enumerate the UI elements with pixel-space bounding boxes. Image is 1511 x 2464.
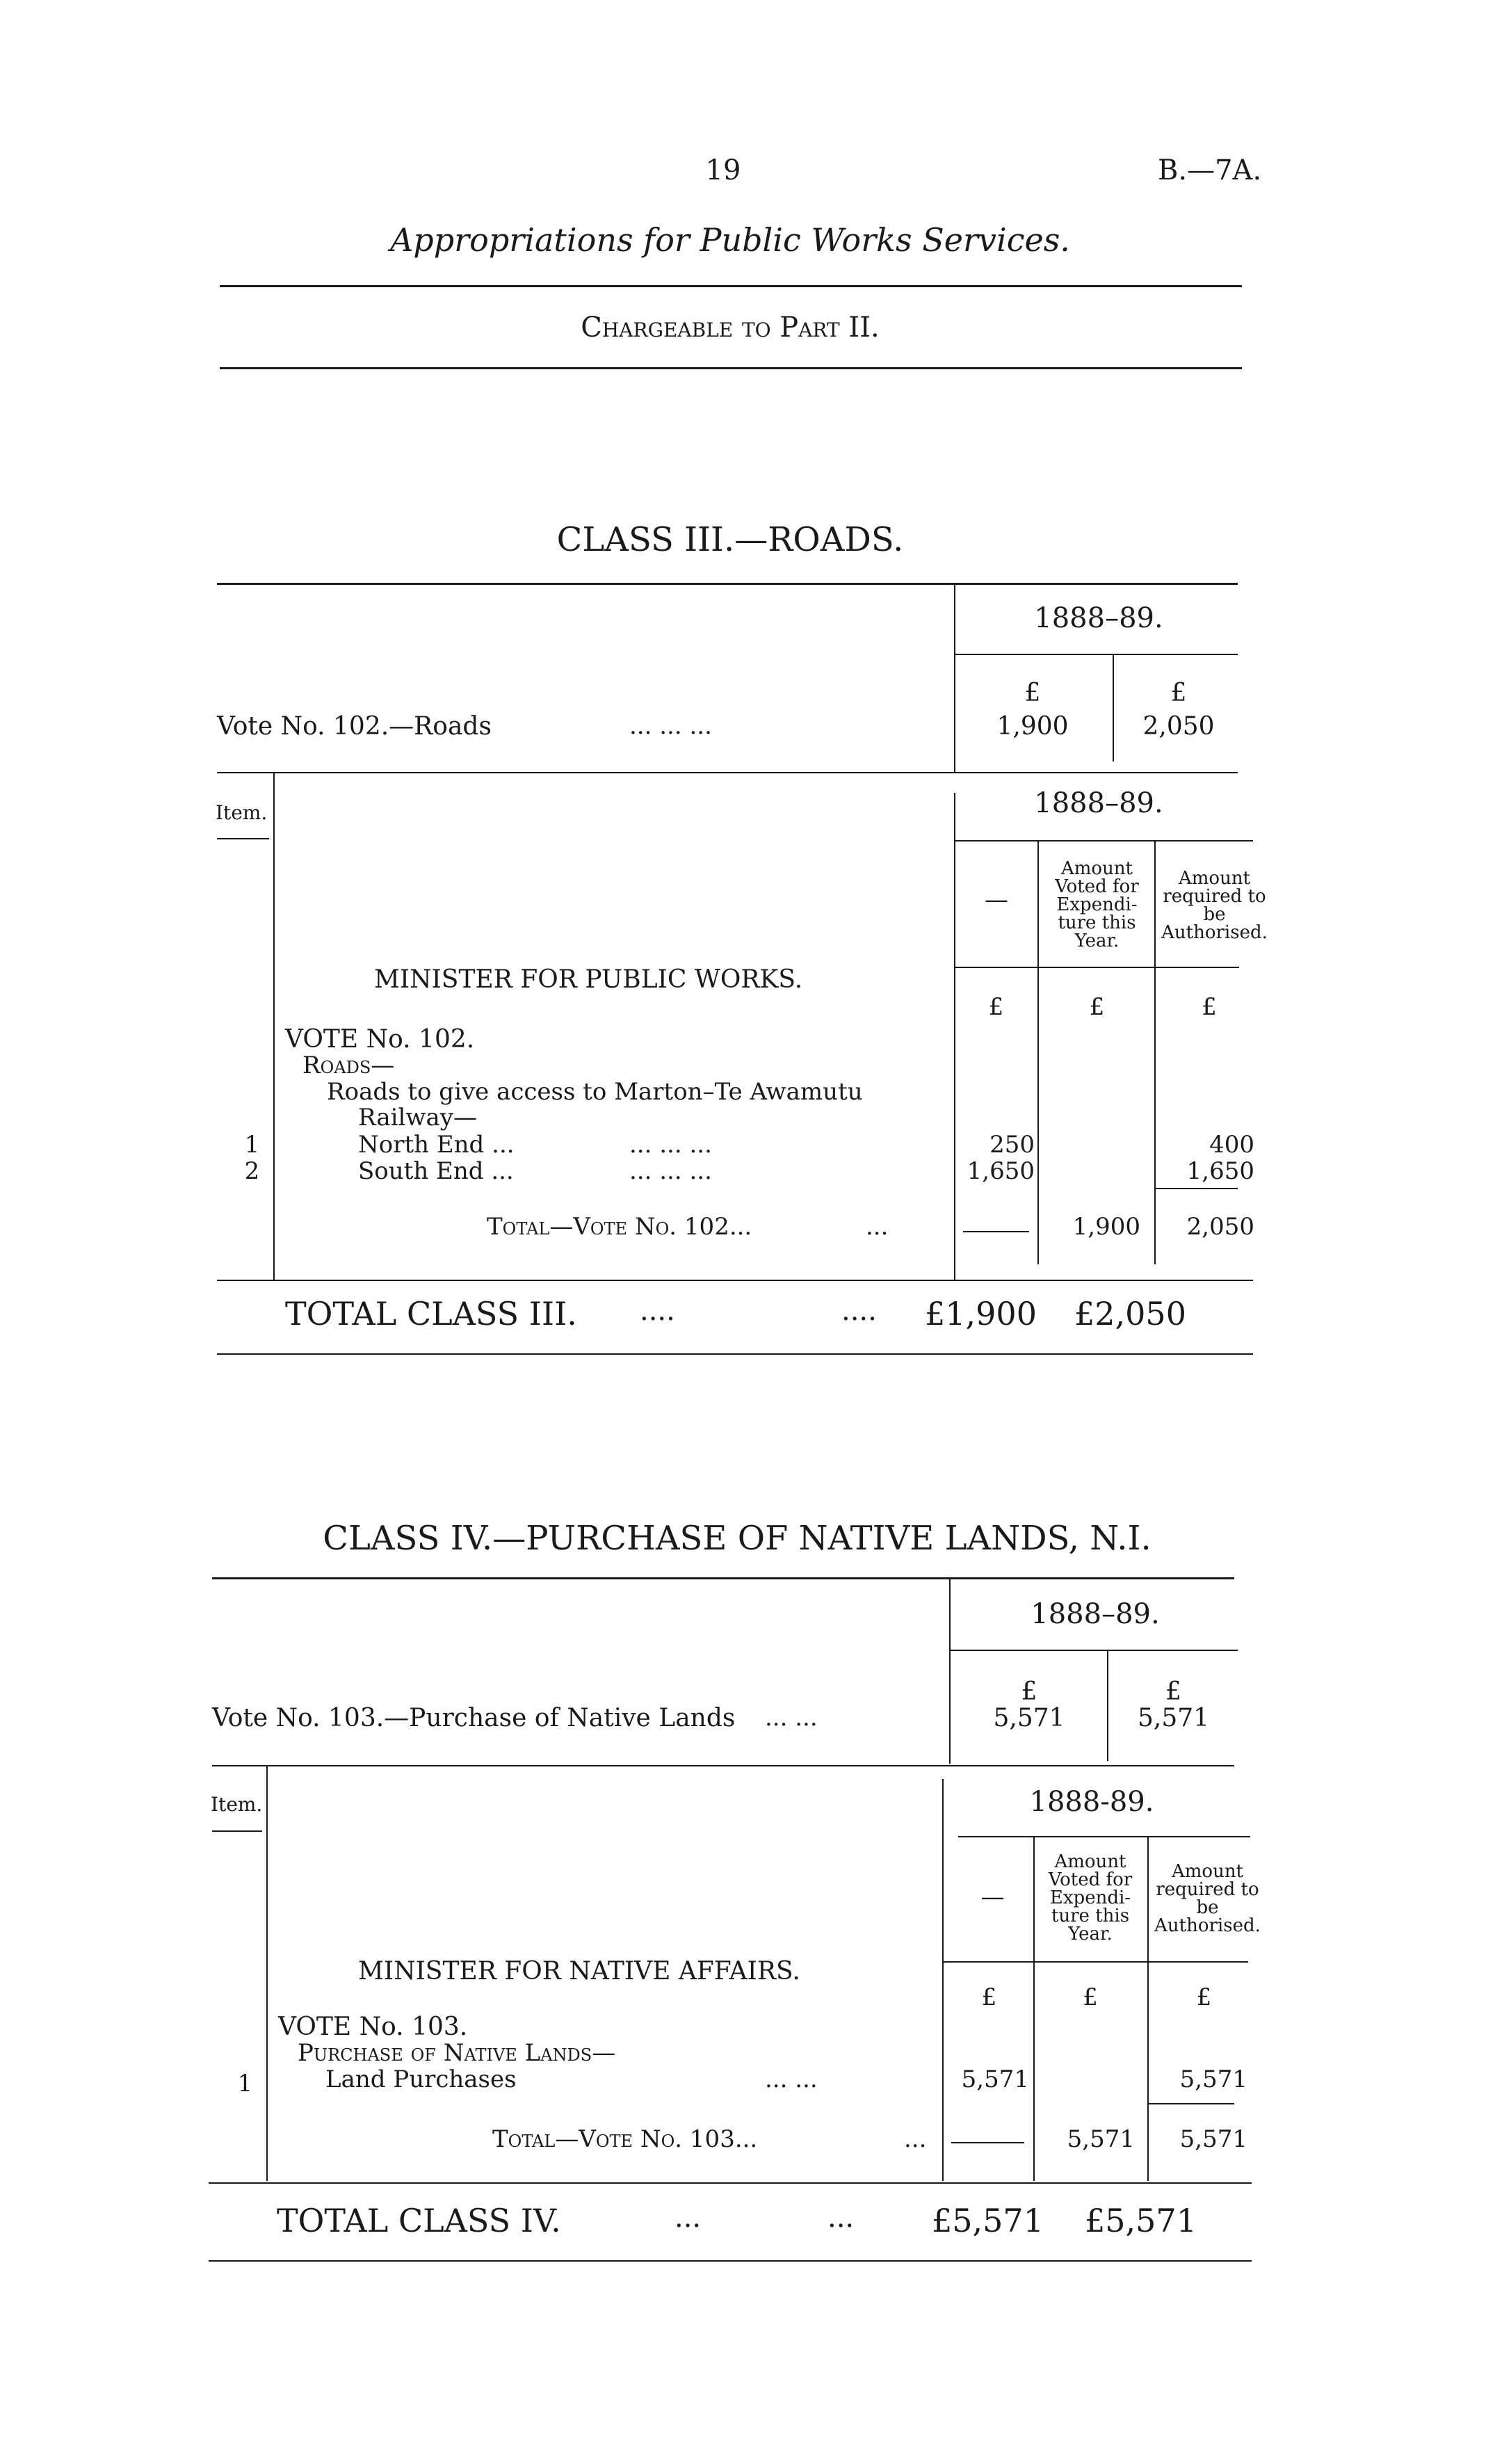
divider: [958, 1836, 1250, 1837]
divider: [949, 1650, 1238, 1651]
vote-amount-2: 2,050: [1142, 712, 1215, 741]
pound-symbol: £: [1083, 1983, 1098, 2011]
divider: [954, 583, 955, 772]
pound-symbol: £: [988, 993, 1004, 1021]
year-header: 1888-89.: [1029, 1786, 1154, 1818]
leader-dots: ...: [904, 2125, 927, 2153]
item-label: North End ...: [358, 1131, 515, 1159]
divider: [217, 772, 1238, 773]
amount-cell: 400: [1209, 1131, 1254, 1159]
item-label: South End ...: [358, 1157, 514, 1185]
vote-line: Vote No. 102.—Roads: [217, 712, 492, 741]
total-vote-amount: 5,571: [1179, 2125, 1247, 2153]
divider: [1107, 1650, 1108, 1761]
amount-cell: 5,571: [961, 2066, 1029, 2093]
paper-code: B.—7A.: [1158, 154, 1262, 186]
amount-cell: 5,571: [1179, 2066, 1247, 2093]
required-column-header: Amount required to be Authorised.: [1161, 868, 1268, 943]
subsection-label: Railway—: [358, 1104, 477, 1132]
leader-dots: ... ... ...: [629, 1131, 712, 1159]
year-header: 1888–89.: [1034, 602, 1163, 634]
class-total-label: TOTAL CLASS IV.: [277, 2202, 561, 2239]
section-title: CLASS IV.—PURCHASE OF NATIVE LANDS, N.I.: [323, 1519, 1152, 1558]
divider: [1154, 840, 1156, 1264]
page-subtitle: Chargeable to Part II.: [581, 312, 880, 344]
divider: [1154, 1188, 1238, 1189]
pound-symbol: £: [1024, 679, 1041, 707]
divider: [942, 1779, 944, 2181]
vote-number: VOTE No. 103.: [278, 2013, 468, 2041]
total-vote-label: Total—Vote No. 103...: [492, 2125, 758, 2153]
divider: [949, 1577, 951, 1764]
divider: [954, 654, 1238, 655]
divider: [212, 1577, 1234, 1579]
amount-cell: 250: [989, 1131, 1035, 1159]
amount-cell: 1,650: [967, 1157, 1035, 1185]
class-total-amount-1: £5,571: [932, 2202, 1044, 2239]
pound-symbol: £: [1202, 993, 1217, 1021]
pound-symbol: £: [981, 1983, 997, 2011]
amount-cell: 1,650: [1186, 1157, 1254, 1185]
divider: [954, 840, 1253, 842]
class-total-amount-1: £1,900: [925, 1295, 1037, 1332]
voted-column-header: Amount Voted for Expendi-ture this Year.: [1048, 1851, 1133, 1944]
dash-column-header: —: [980, 1883, 1005, 1911]
leader-dots: ....: [640, 1295, 675, 1327]
total-vote-amount: 2,050: [1186, 1213, 1254, 1241]
divider: [1113, 654, 1114, 762]
divider: [217, 1280, 1253, 1281]
class-total-amount-2: £2,050: [1074, 1295, 1186, 1332]
vote-amount-2: 5,571: [1137, 1704, 1210, 1732]
pound-symbol: £: [1165, 1677, 1181, 1706]
divider: [217, 583, 1238, 585]
divider: [217, 1353, 1253, 1355]
section-label: Roads—: [302, 1052, 395, 1079]
required-column-header: Amount required to be Authorised.: [1154, 1861, 1261, 1936]
page-number: 19: [705, 154, 741, 186]
divider: [212, 1765, 1234, 1766]
dash-column-header: —: [985, 886, 1008, 914]
total-vote-amount: 1,900: [1072, 1213, 1140, 1241]
divider: [963, 1231, 1029, 1232]
year-header: 1888–89.: [1034, 787, 1163, 819]
item-header: Item.: [216, 801, 268, 824]
item-number: 2: [244, 1157, 260, 1185]
divider: [1033, 1836, 1035, 2181]
minister-heading: MINISTER FOR PUBLIC WORKS.: [374, 965, 803, 994]
leader-dots: ...: [674, 2202, 702, 2234]
leader-dots: ....: [841, 1295, 877, 1327]
leader-dots: ... ...: [765, 2066, 818, 2093]
class-total-label: TOTAL CLASS III.: [285, 1295, 577, 1332]
minister-heading: MINISTER FOR NATIVE AFFAIRS.: [358, 1957, 800, 1986]
item-number: 1: [244, 1131, 260, 1159]
item-label: Land Purchases: [325, 2066, 517, 2093]
section-label: Purchase of Native Lands—: [298, 2039, 616, 2067]
divider: [212, 1830, 262, 1832]
total-vote-label: Total—Vote No. 102...: [487, 1213, 752, 1241]
divider: [217, 838, 269, 839]
vote-number: VOTE No. 102.: [285, 1025, 475, 1054]
page-title: Appropriations for Public Works Services.: [390, 221, 1070, 259]
total-vote-amount: 5,571: [1067, 2125, 1135, 2153]
divider: [220, 367, 1242, 369]
divider: [1037, 840, 1039, 1264]
voted-column-header: Amount Voted for Expendi-ture this Year.: [1055, 858, 1139, 951]
item-header: Item.: [211, 1793, 263, 1816]
leader-dots: ... ... ...: [629, 712, 712, 740]
divider: [1147, 1836, 1149, 2181]
divider: [954, 793, 955, 1280]
divider: [209, 2182, 1252, 2184]
pound-symbol: £: [1196, 1983, 1212, 2011]
subsection-label: Roads to give access to Marton–Te Awamutu: [327, 1078, 863, 1106]
pound-symbol: £: [1021, 1677, 1037, 1706]
divider: [273, 772, 275, 1280]
pound-symbol: £: [1170, 679, 1187, 707]
section-title: CLASS III.—ROADS.: [556, 520, 904, 559]
leader-dots: ... ... ...: [629, 1157, 712, 1185]
leader-dots: ... ...: [765, 1704, 818, 1732]
leader-dots: ...: [866, 1213, 889, 1241]
pound-symbol: £: [1089, 993, 1105, 1021]
divider: [209, 2260, 1252, 2262]
divider: [266, 1765, 268, 2181]
class-total-amount-2: £5,571: [1085, 2202, 1197, 2239]
year-header: 1888–89.: [1031, 1598, 1160, 1630]
vote-line: Vote No. 103.—Purchase of Native Lands: [212, 1704, 736, 1732]
divider: [942, 1961, 1248, 1963]
divider: [954, 967, 1239, 968]
divider: [1147, 2103, 1234, 2104]
vote-amount-1: 5,571: [993, 1704, 1065, 1732]
vote-amount-1: 1,900: [996, 712, 1069, 741]
divider: [951, 2142, 1024, 2143]
leader-dots: ...: [827, 2202, 855, 2234]
item-number: 1: [237, 2070, 253, 2097]
divider: [220, 285, 1242, 287]
